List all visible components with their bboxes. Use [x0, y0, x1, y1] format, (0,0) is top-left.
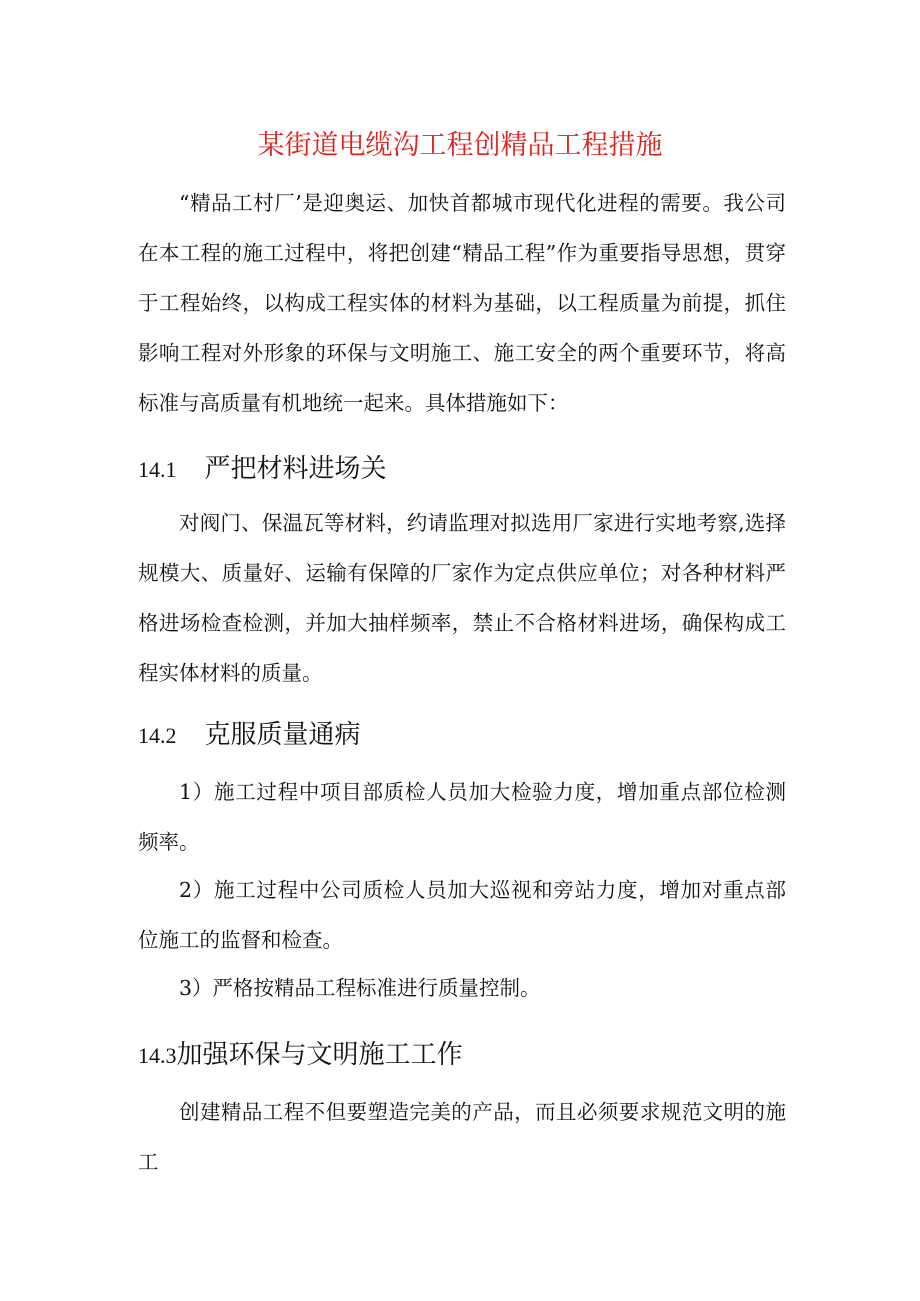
- intro-paragraph: “精品工村厂’是迎奥运、加快首都城市现代化进程的需要。我公司在本工程的施工过程中，将把创建“精品工程”作为重要指导思想，贯穿于工程始终，以构成工程实体的材料为基础，以工程质量为前提，抓住影响工程对外形象的环保与文明施工、施工安全的两个重要环节，将高标准与高质量有机地统一起来。具体措施如下：: [138, 191, 786, 415]
- section-title: 严把材料进场关: [204, 454, 387, 484]
- section-14-3-paragraph: 创建精品工程不但要塑造完美的产品，而且必须要求规范文明的施工: [138, 1100, 786, 1174]
- section-heading-14-3: [138, 1037, 463, 1074]
- section-title: 克服质量通病: [204, 720, 361, 750]
- section-number: 14.2: [138, 723, 177, 748]
- section-number: 14.3: [138, 1043, 177, 1068]
- section-title: 加强环保与文明施工工作: [176, 1040, 463, 1070]
- section-14-1-paragraph: 对阀门、保温瓦等材料，约请监理对拟选用厂家进行实地考察,选择规模大、质量好、运输有保障的厂家作为定点供应单位；对各种材料严格进场检查检测，并加大抽样频率，禁止不合格材料进场，确保构成工程实体材料的质量。: [138, 511, 786, 685]
- section-heading-14-1: [138, 451, 387, 488]
- section-14-2-item-3: 3）严格按精品工程标准进行质量控制。: [179, 976, 541, 1000]
- section-14-2-item-2: 2）施工过程中公司质检人员加大巡视和旁站力度，增加对重点部位施工的监督和检查。: [138, 878, 786, 952]
- section-14-2-item-1: 1）施工过程中项目部质检人员加大检验力度，增加重点部位检测频率。: [138, 780, 786, 854]
- section-number: 14.1: [138, 457, 177, 482]
- section-heading-14-2: [138, 717, 361, 754]
- document-title: 某街道电缆沟工程创精品工程措施: [257, 130, 663, 161]
